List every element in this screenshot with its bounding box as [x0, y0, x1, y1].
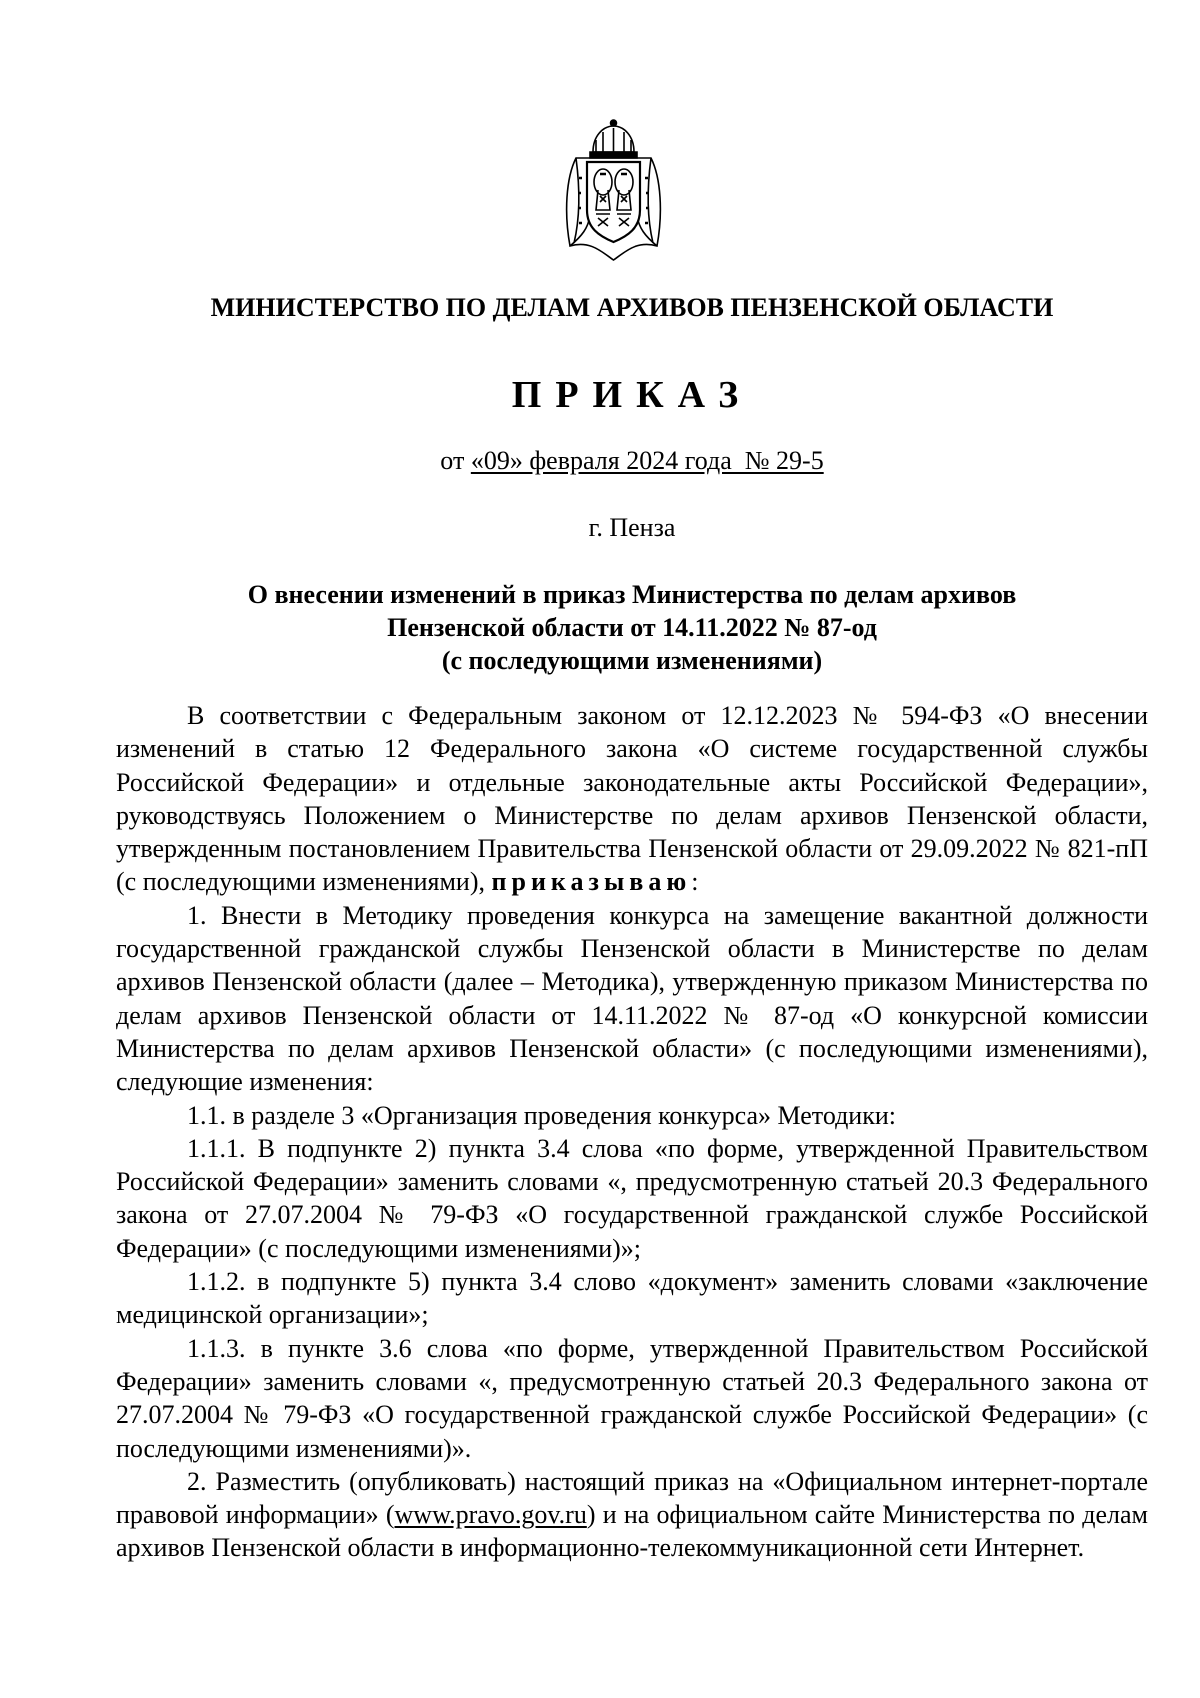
order-date-number: «09» февраля 2024 года № 29-5 — [470, 446, 824, 475]
ministry-name: МИНИСТЕРСТВО ПО ДЕЛАМ АРХИВОВ ПЕНЗЕНСКОЙ ОБЛАСТИ — [210, 293, 1054, 322]
decree-word: приказываю — [491, 867, 692, 897]
item-2-paragraph — [116, 1465, 1148, 1565]
city-name: г. Пенза — [588, 513, 676, 542]
preamble-text: В соответствии с Федеральным законом от 12.12.2023 № 594-ФЗ «О внесении изменений в статью 12 Федерального закона «О системе государственной службы Российской Федерации» и отдельные законодательные акты Российской Федерации», руководствуясь Положением о Министерстве по делам архивов Пензенской области, утвержденным постановлением Правительства Пензенской области от 29.09.2022 № 821-пП (с последующими изменениями), — [116, 701, 1148, 897]
item-1-1-3-paragraph: 1.1.3. в пункте 3.6 слова «по форме, утвержденной Правительством Российской Федерации» заменить словами «, предусмотренную статьей 20.3 Федерального закона от 27.07.2004 № 79-ФЗ «О государственной гражданской службе Российской Федерации» (с последующими изменениями)». — [116, 1333, 1148, 1463]
subject-line-3: (с последующими изменениями) — [441, 646, 823, 675]
order-body — [116, 699, 1148, 1565]
item-1-paragraph: 1. Внести в Методику проведения конкурса на замещение вакантной должности государственной гражданской службы Пензенской области в Министерстве по делам архивов Пензенской области (далее – Методика), утвержденную приказом Министерства по делам архивов Пензенской области от 14.11.2022 № 87-од «О конкурсной комиссии Министерства по делам архивов Пензенской области» (с последующими изменениями), следующие изменения: — [116, 900, 1148, 1097]
preamble-paragraph — [116, 699, 1148, 899]
item-2-text-before-link: 2. Разместить (опубликовать) настоящий приказ на «Официальном интернет-портале правовой информации» ( — [116, 1466, 1148, 1530]
subject-line-2: Пензенской области от 14.11.2022 № 87-од — [387, 613, 877, 642]
pravo-gov-link[interactable]: www.pravo.gov.ru — [394, 1500, 587, 1530]
order-subject — [0, 578, 1200, 677]
item-1-1-paragraph: 1.1. в разделе 3 «Организация проведения конкурса» Методики: — [187, 1100, 896, 1130]
decree-colon: : — [691, 867, 699, 897]
subject-line-1: О внесении изменений в приказ Министерства по делам архивов — [247, 580, 1017, 609]
coat-of-arms-icon — [560, 118, 667, 263]
order-date-line — [0, 446, 1200, 476]
order-date-prefix: от — [440, 446, 471, 475]
item-1-1-2-paragraph: 1.1.2. в подпункте 5) пункта 3.4 слово «документ» заменить словами «заключение медицинской организации»; — [116, 1267, 1148, 1330]
document-type-title: ПРИКАЗ — [511, 374, 753, 416]
item-2-text-after-link: ) и на официальном сайте Министерства по делам архивов Пензенской области в информационно-телекоммуникационной сети Интернет. — [116, 1500, 1149, 1563]
item-1-1-1-paragraph: 1.1.1. В подпункте 2) пункта 3.4 слова «по форме, утвержденной Правительством Российской Федерации» заменить словами «, предусмотренную статьей 20.3 Федерального закона от 27.07.2004 № 79-ФЗ «О государственной гражданской службе Российской Федерации» (с последующими изменениями)»; — [116, 1133, 1148, 1263]
